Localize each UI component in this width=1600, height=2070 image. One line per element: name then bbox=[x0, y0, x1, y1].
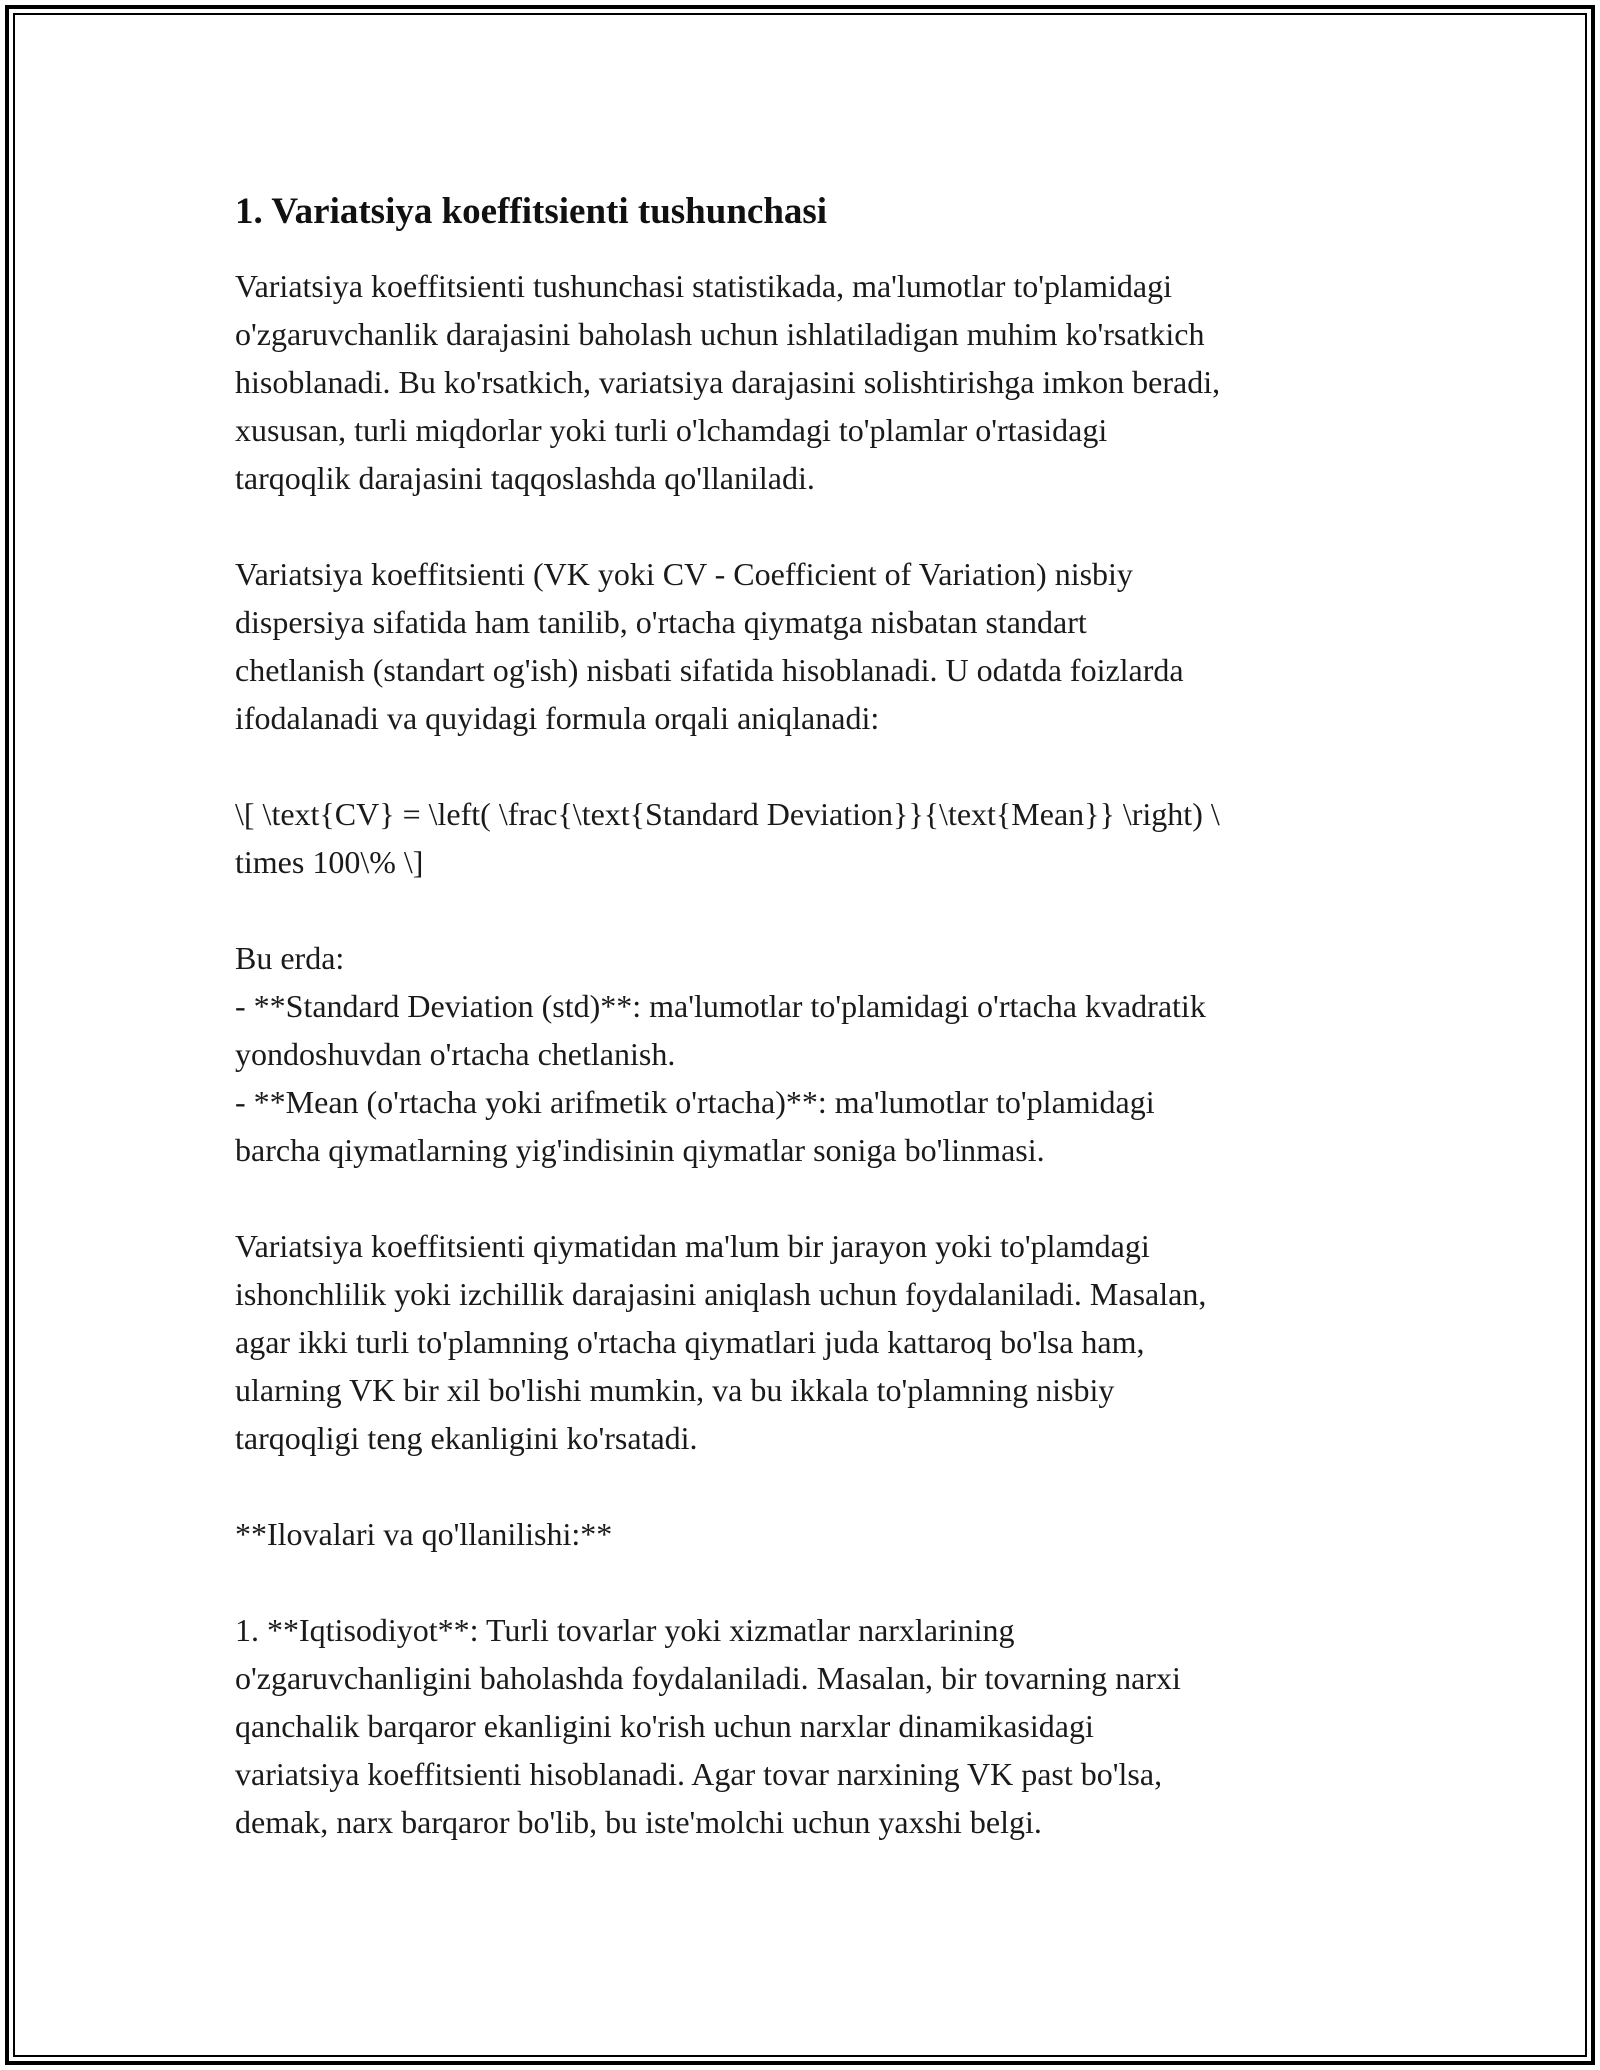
paragraph-definition bbox=[235, 550, 1375, 742]
text-line: Variatsiya koeffitsienti (VK yoki CV - Coefficient of Variation) nisbiy bbox=[235, 556, 1133, 592]
text-line: variatsiya koeffitsienti hisoblanadi. Agar tovar narxining VK past bo'lsa, bbox=[235, 1756, 1163, 1792]
paragraph-formula bbox=[235, 790, 1375, 886]
formula-line: \[ \text{CV} = \left( \frac{\text{Standard Deviation}}{\text{Mean}} \right) \ bbox=[235, 796, 1220, 832]
formula-line: times 100\% \] bbox=[235, 844, 424, 880]
paragraph-applications-heading bbox=[235, 1510, 1375, 1558]
text-line: xususan, turli miqdorlar yoki turli o'lchamdagi to'plamlar o'rtasidagi bbox=[235, 412, 1108, 448]
text-line: tarqoqligi teng ekanligini ko'rsatadi. bbox=[235, 1420, 698, 1456]
text-line: qanchalik barqaror ekanligini ko'rish uchun narxlar dinamikasidagi bbox=[235, 1708, 1094, 1744]
text-line: Variatsiya koeffitsienti qiymatidan ma'lum bir jarayon yoki to'plamdagi bbox=[235, 1228, 1150, 1264]
paragraph-terms bbox=[235, 934, 1375, 1174]
text-line: demak, narx barqaror bo'lib, bu iste'molchi uchun yaxshi belgi. bbox=[235, 1804, 1042, 1840]
text-line: tarqoqlik darajasini taqqoslashda qo'llaniladi. bbox=[235, 460, 815, 496]
section-title: 1. Variatsiya koeffitsienti tushunchasi bbox=[235, 191, 828, 232]
text-line: o'zgaruvchanlik darajasini baholash uchun ishlatiladigan muhim ko'rsatkich bbox=[235, 316, 1205, 352]
paragraph-economics bbox=[235, 1606, 1375, 1846]
document-body bbox=[235, 188, 1375, 1894]
text-line: Bu erda: bbox=[235, 940, 345, 976]
text-line: chetlanish (standart og'ish) nisbati sifatida hisoblanadi. U odatda foizlarda bbox=[235, 652, 1184, 688]
text-line: barcha qiymatlarning yig'indisinin qiymatlar soniga bo'linmasi. bbox=[235, 1132, 1045, 1168]
text-line: **Ilovalari va qo'llanilishi:** bbox=[235, 1516, 613, 1552]
text-line: yondoshuvdan o'rtacha chetlanish. bbox=[235, 1036, 676, 1072]
text-line: - **Mean (o'rtacha yoki arifmetik o'rtacha)**: ma'lumotlar to'plamidagi bbox=[235, 1084, 1155, 1120]
text-line: ularning VK bir xil bo'lishi mumkin, va bu ikkala to'plamning nisbiy bbox=[235, 1372, 1115, 1408]
text-line: Variatsiya koeffitsienti tushunchasi statistikada, ma'lumotlar to'plamidagi bbox=[235, 268, 1172, 304]
paragraph-intro bbox=[235, 262, 1375, 502]
text-line: dispersiya sifatida ham tanilib, o'rtacha qiymatga nisbatan standart bbox=[235, 604, 1087, 640]
text-line: ishonchlilik yoki izchillik darajasini aniqlash uchun foydalaniladi. Masalan, bbox=[235, 1276, 1207, 1312]
text-line: - **Standard Deviation (std)**: ma'lumotlar to'plamidagi o'rtacha kvadratik bbox=[235, 988, 1206, 1024]
text-line: ifodalanadi va quyidagi formula orqali aniqlanadi: bbox=[235, 700, 880, 736]
text-line: hisoblanadi. Bu ko'rsatkich, variatsiya darajasini solishtirishga imkon beradi, bbox=[235, 364, 1221, 400]
paragraph-usage bbox=[235, 1222, 1375, 1462]
text-line: o'zgaruvchanligini baholashda foydalaniladi. Masalan, bir tovarning narxi bbox=[235, 1660, 1181, 1696]
text-line: agar ikki turli to'plamning o'rtacha qiymatlari juda kattaroq bo'lsa ham, bbox=[235, 1324, 1145, 1360]
text-line: 1. **Iqtisodiyot**: Turli tovarlar yoki xizmatlar narxlarining bbox=[235, 1612, 1015, 1648]
